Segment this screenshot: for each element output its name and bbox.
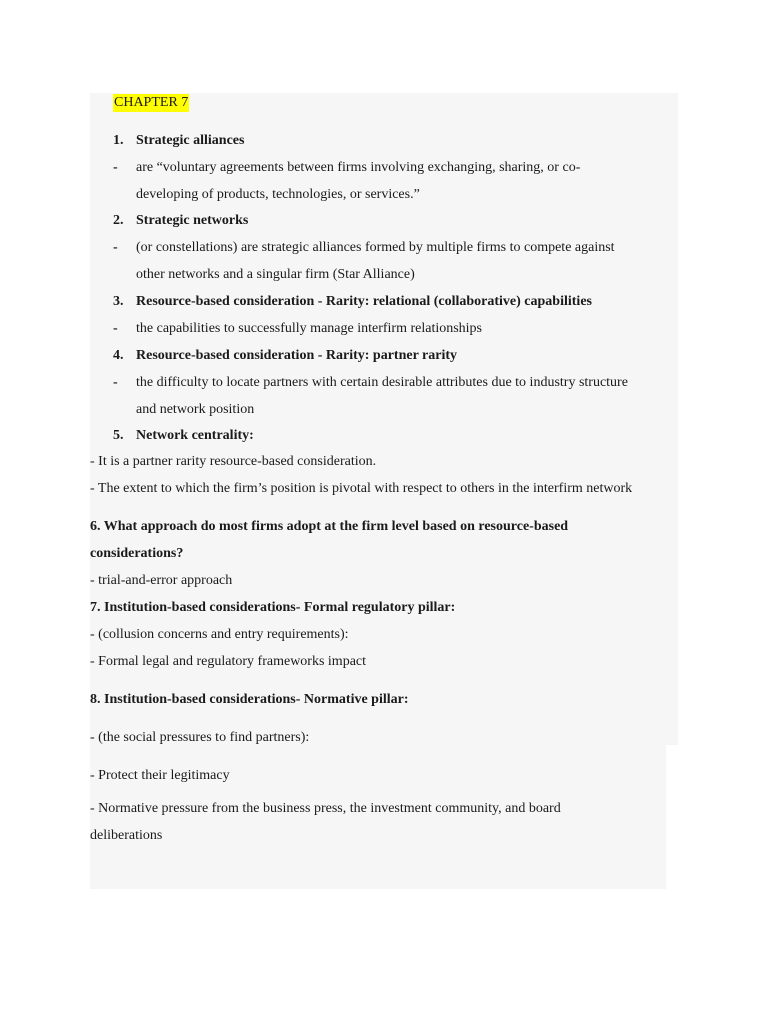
item-2-number: 2. <box>113 213 124 228</box>
item-1-desc-line-1: are “voluntary agreements between firms involving exchanging, sharing, or co- <box>136 160 581 175</box>
item-3-number: 3. <box>113 294 124 309</box>
item-2-dash: - <box>113 240 118 255</box>
q6-heading-line-2: considerations? <box>90 546 184 561</box>
item-3-heading: Resource-based consideration - Rarity: relational (collaborative) capabilities <box>136 294 592 309</box>
item-2-heading: Strategic networks <box>136 213 249 228</box>
item-2-desc-line-2: other networks and a singular firm (Star Alliance) <box>136 267 415 282</box>
q6-answer: - trial-and-error approach <box>90 573 233 588</box>
item-1-number: 1. <box>113 133 124 148</box>
item-2-desc-line-1: (or constellations) are strategic alliances formed by multiple firms to compete against <box>136 240 615 255</box>
item-1-heading: Strategic alliances <box>136 133 245 148</box>
q8-heading: 8. Institution-based considerations- Normative pillar: <box>90 692 409 707</box>
item-4-heading: Resource-based consideration - Rarity: partner rarity <box>136 348 458 363</box>
q8-point-3-line-1: - Normative pressure from the business press, the investment community, and board <box>90 801 561 816</box>
item-4-number: 4. <box>113 348 124 363</box>
q8-point-1: - (the social pressures to find partners): <box>90 730 310 745</box>
q8-point-3-line-2: deliberations <box>90 828 163 843</box>
network-centrality-point-2: - The extent to which the firm’s position is pivotal with respect to others in the interfirm network <box>90 481 633 496</box>
item-4-desc-line-2: and network position <box>136 402 255 417</box>
item-5-number: 5. <box>113 428 124 443</box>
item-3-desc-line-1: the capabilities to successfully manage interfirm relationships <box>136 321 483 336</box>
item-4-desc-line-1: the difficulty to locate partners with certain desirable attributes due to industry structure <box>136 375 628 390</box>
chapter-title: CHAPTER 7 <box>114 95 189 110</box>
q7-heading: 7. Institution-based considerations- Formal regulatory pillar: <box>90 600 456 615</box>
item-3-dash: - <box>113 321 118 336</box>
item-1-dash: - <box>113 160 118 175</box>
item-4-dash: - <box>113 375 118 390</box>
q7-point-2: - Formal legal and regulatory frameworks impact <box>90 654 367 669</box>
q7-point-1: - (collusion concerns and entry requirements): <box>90 627 349 642</box>
network-centrality-point-1: - It is a partner rarity resource-based consideration. <box>90 454 377 469</box>
item-1-desc-line-2: developing of products, technologies, or services.” <box>136 187 420 202</box>
q8-point-2: - Protect their legitimacy <box>90 768 230 783</box>
q6-heading-line-1: 6. What approach do most firms adopt at the firm level based on resource-based <box>90 519 569 534</box>
item-5-heading: Network centrality: <box>136 428 254 443</box>
